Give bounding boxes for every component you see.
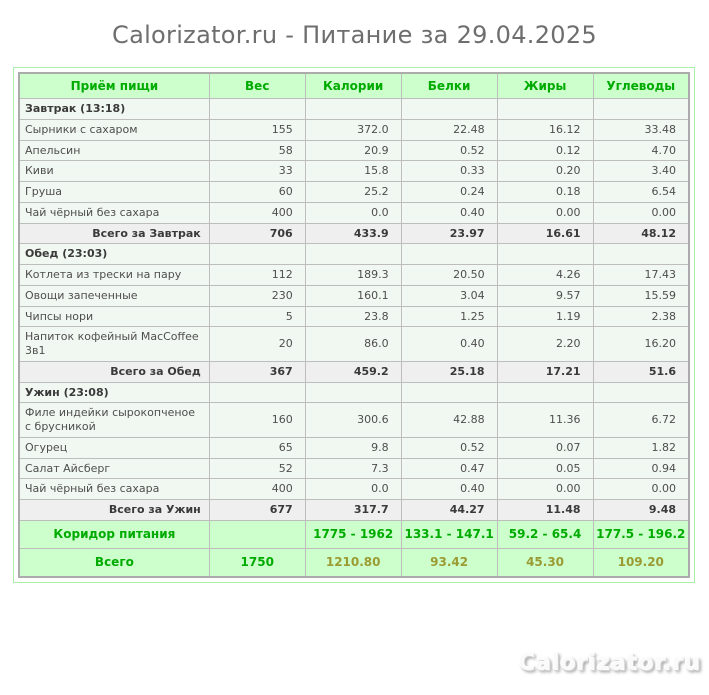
weight-cell: 65: [209, 437, 305, 458]
table-header-row: [19, 73, 689, 99]
col-header-meal: Приём пищи: [19, 73, 209, 99]
empty-cell: [305, 382, 401, 403]
section-total-row-lunch: [19, 361, 689, 382]
food-name-cell: Апельсин: [19, 140, 209, 161]
calorizator-watermark-logo: Calorizator.ru: [518, 650, 701, 676]
section-total-row-dinner: [19, 500, 689, 521]
food-item-row: [19, 140, 689, 161]
weight-cell: 33: [209, 161, 305, 182]
calories-cell: 20.9: [305, 140, 401, 161]
section-title-cell: Ужин (23:08): [19, 382, 209, 403]
protein-cell: 0.47: [401, 458, 497, 479]
food-name-cell: Салат Айсберг: [19, 458, 209, 479]
fat-cell: 0.18: [497, 182, 593, 203]
food-item-row: [19, 119, 689, 140]
food-item-row: [19, 161, 689, 182]
calories-cell: 189.3: [305, 265, 401, 286]
calories-cell: 1210.80: [305, 548, 401, 577]
total-label-cell: Всего за Завтрак: [19, 223, 209, 244]
weight-cell: 112: [209, 265, 305, 286]
protein-cell: 0.40: [401, 202, 497, 223]
empty-cell: [497, 244, 593, 265]
corridor-row: [19, 520, 689, 548]
calories-cell: 25.2: [305, 182, 401, 203]
carbs-cell: 6.72: [593, 403, 689, 438]
fat-cell: 0.00: [497, 202, 593, 223]
carbs-cell: 17.43: [593, 265, 689, 286]
food-diary-table: [18, 72, 690, 578]
calories-cell: 160.1: [305, 285, 401, 306]
carbs-cell: 33.48: [593, 119, 689, 140]
corridor-label-cell: Коридор питания: [19, 520, 209, 548]
fat-cell: 0.07: [497, 437, 593, 458]
fat-cell: 16.61: [497, 223, 593, 244]
weight-cell: 58: [209, 140, 305, 161]
page-title: Calorizator.ru - Питание за 29.04.2025: [112, 21, 597, 49]
weight-cell: 1750: [209, 548, 305, 577]
section-header-row-breakfast: [19, 99, 689, 120]
weight-cell: 160: [209, 403, 305, 438]
carbs-cell: 1.82: [593, 437, 689, 458]
fat-cell: 11.36: [497, 403, 593, 438]
protein-cell: 0.52: [401, 140, 497, 161]
calories-cell: 459.2: [305, 361, 401, 382]
food-item-row: [19, 306, 689, 327]
carbs-cell: 51.6: [593, 361, 689, 382]
empty-cell: [593, 244, 689, 265]
weight-cell: 52: [209, 458, 305, 479]
food-item-row: [19, 479, 689, 500]
fat-cell: 0.20: [497, 161, 593, 182]
grand-total-row: [19, 548, 689, 577]
fat-cell: 9.57: [497, 285, 593, 306]
food-item-row: [19, 202, 689, 223]
food-item-row: [19, 437, 689, 458]
fat-cell: 4.26: [497, 265, 593, 286]
protein-cell: 133.1 - 147.1: [401, 520, 497, 548]
protein-cell: 42.88: [401, 403, 497, 438]
carbs-cell: 6.54: [593, 182, 689, 203]
food-name-cell: Напиток кофейный MacCoffee 3в1: [19, 327, 209, 362]
empty-cell: [593, 99, 689, 120]
carbs-cell: 3.40: [593, 161, 689, 182]
carbs-cell: 16.20: [593, 327, 689, 362]
empty-cell: [497, 382, 593, 403]
weight-cell: 230: [209, 285, 305, 306]
food-name-cell: Чай чёрный без сахара: [19, 479, 209, 500]
weight-cell: 400: [209, 479, 305, 500]
weight-cell: 155: [209, 119, 305, 140]
food-item-row: [19, 327, 689, 362]
calories-cell: 7.3: [305, 458, 401, 479]
food-name-cell: Сырники с сахаром: [19, 119, 209, 140]
calories-cell: 300.6: [305, 403, 401, 438]
food-name-cell: Котлета из трески на пару: [19, 265, 209, 286]
weight-cell: 60: [209, 182, 305, 203]
fat-cell: 16.12: [497, 119, 593, 140]
calories-cell: 0.0: [305, 202, 401, 223]
col-header-weight: Вес: [209, 73, 305, 99]
carbs-cell: 9.48: [593, 500, 689, 521]
protein-cell: 22.48: [401, 119, 497, 140]
fat-cell: 2.20: [497, 327, 593, 362]
protein-cell: 0.52: [401, 437, 497, 458]
empty-cell: [401, 244, 497, 265]
weight-cell: 400: [209, 202, 305, 223]
food-item-row: [19, 182, 689, 203]
calories-cell: 9.8: [305, 437, 401, 458]
calories-cell: 0.0: [305, 479, 401, 500]
col-header-carbs: Углеводы: [593, 73, 689, 99]
empty-cell: [305, 99, 401, 120]
calories-cell: 15.8: [305, 161, 401, 182]
weight-cell: 367: [209, 361, 305, 382]
fat-cell: 45.30: [497, 548, 593, 577]
carbs-cell: 0.94: [593, 458, 689, 479]
calories-cell: 23.8: [305, 306, 401, 327]
protein-cell: 0.40: [401, 327, 497, 362]
section-total-row-breakfast: [19, 223, 689, 244]
protein-cell: 23.97: [401, 223, 497, 244]
food-item-row: [19, 285, 689, 306]
weight-cell: [209, 520, 305, 548]
weight-cell: 677: [209, 500, 305, 521]
protein-cell: 20.50: [401, 265, 497, 286]
food-name-cell: Овощи запеченные: [19, 285, 209, 306]
section-title-cell: Обед (23:03): [19, 244, 209, 265]
fat-cell: 11.48: [497, 500, 593, 521]
total-label-cell: Всего за Ужин: [19, 500, 209, 521]
calories-cell: 317.7: [305, 500, 401, 521]
carbs-cell: 177.5 - 196.2: [593, 520, 689, 548]
carbs-cell: 4.70: [593, 140, 689, 161]
calories-cell: 1775 - 1962: [305, 520, 401, 548]
carbs-cell: 109.20: [593, 548, 689, 577]
fat-cell: 0.12: [497, 140, 593, 161]
food-item-row: [19, 403, 689, 438]
empty-cell: [209, 382, 305, 403]
empty-cell: [401, 99, 497, 120]
fat-cell: 17.21: [497, 361, 593, 382]
section-header-row-dinner: [19, 382, 689, 403]
fat-cell: 0.05: [497, 458, 593, 479]
calories-cell: 86.0: [305, 327, 401, 362]
calories-cell: 372.0: [305, 119, 401, 140]
weight-cell: 706: [209, 223, 305, 244]
protein-cell: 25.18: [401, 361, 497, 382]
protein-cell: 0.24: [401, 182, 497, 203]
carbs-cell: 0.00: [593, 479, 689, 500]
total-label-cell: Всего за Обед: [19, 361, 209, 382]
empty-cell: [593, 382, 689, 403]
empty-cell: [401, 382, 497, 403]
food-item-row: [19, 458, 689, 479]
empty-cell: [497, 99, 593, 120]
carbs-cell: 2.38: [593, 306, 689, 327]
food-name-cell: Киви: [19, 161, 209, 182]
carbs-cell: 48.12: [593, 223, 689, 244]
col-header-protein: Белки: [401, 73, 497, 99]
empty-cell: [209, 99, 305, 120]
section-title-cell: Завтрак (13:18): [19, 99, 209, 120]
weight-cell: 20: [209, 327, 305, 362]
calories-cell: 433.9: [305, 223, 401, 244]
diary-table-frame: [13, 67, 695, 583]
carbs-cell: 15.59: [593, 285, 689, 306]
protein-cell: 93.42: [401, 548, 497, 577]
food-name-cell: Чай чёрный без сахара: [19, 202, 209, 223]
col-header-calories: Калории: [305, 73, 401, 99]
fat-cell: 59.2 - 65.4: [497, 520, 593, 548]
protein-cell: 0.33: [401, 161, 497, 182]
col-header-fat: Жиры: [497, 73, 593, 99]
food-name-cell: Огурец: [19, 437, 209, 458]
food-name-cell: Филе индейки сырокопченое с брусникой: [19, 403, 209, 438]
weight-cell: 5: [209, 306, 305, 327]
fat-cell: 0.00: [497, 479, 593, 500]
grand-total-label-cell: Всего: [19, 548, 209, 577]
protein-cell: 44.27: [401, 500, 497, 521]
food-name-cell: Груша: [19, 182, 209, 203]
fat-cell: 1.19: [497, 306, 593, 327]
empty-cell: [305, 244, 401, 265]
empty-cell: [209, 244, 305, 265]
protein-cell: 3.04: [401, 285, 497, 306]
carbs-cell: 0.00: [593, 202, 689, 223]
section-header-row-lunch: [19, 244, 689, 265]
protein-cell: 1.25: [401, 306, 497, 327]
protein-cell: 0.40: [401, 479, 497, 500]
food-name-cell: Чипсы нори: [19, 306, 209, 327]
food-item-row: [19, 265, 689, 286]
